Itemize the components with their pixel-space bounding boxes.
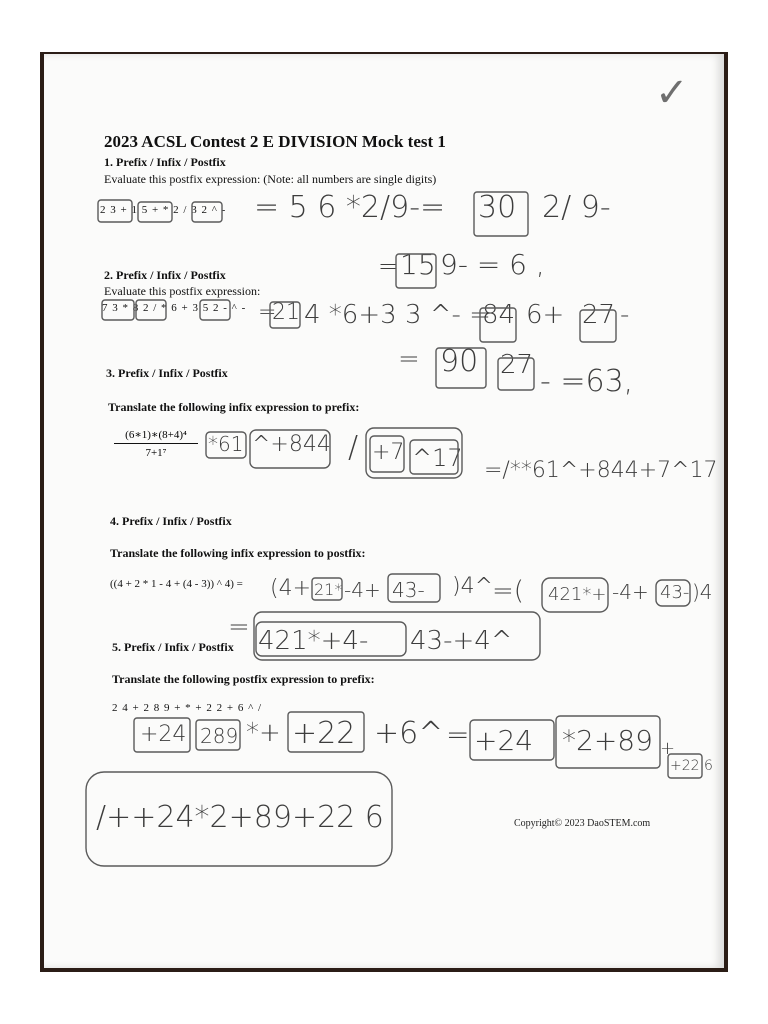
q5-work-op1: *+ xyxy=(246,718,281,748)
q4-prompt: Translate the following infix expression to postfix: xyxy=(110,546,366,560)
q4-box-421 xyxy=(542,578,608,612)
q2-box-82 xyxy=(136,300,166,320)
q5-box-22b xyxy=(668,754,702,778)
q5-box-22 xyxy=(288,712,364,752)
q5-work-boxed-289b: *2+89 xyxy=(562,724,653,757)
q1-work-step2: 2/ 9- xyxy=(542,190,611,225)
q1-box-32 xyxy=(192,202,222,222)
q5-box-289 xyxy=(196,720,240,750)
q4-work-step3: -4+ xyxy=(612,580,649,604)
q3-work-boxed-844: ^+844 xyxy=(252,432,331,457)
q5-work-boxed-289: 289 xyxy=(200,724,239,748)
q1-work-boxed-30: 30 xyxy=(478,190,517,225)
q1-work-result: 9- = 6 , xyxy=(440,248,545,281)
q2-work-boxed-84: 84 xyxy=(482,300,516,330)
q5-prompt: Translate the following postfix expression to prefix: xyxy=(112,672,375,686)
q2-work-minus: - xyxy=(620,300,630,330)
q1-work-boxed-15: 15 xyxy=(400,248,436,281)
q4-work-boxed-21: 21* xyxy=(314,580,343,599)
q1-heading: 1. Prefix / Infix / Postfix xyxy=(104,155,226,169)
q5-box-24 xyxy=(134,718,190,752)
q3-numerator: (6∗1)∗(8+4)⁴ xyxy=(114,428,198,444)
q1-work-step1: = 5 6 *2/9-= xyxy=(254,190,446,225)
q5-heading: 5. Prefix / Infix / Postfix xyxy=(112,640,234,654)
q2-work-step2: 6+ xyxy=(526,300,565,330)
q3-work-boxed-17: ^17 xyxy=(412,444,463,472)
q3-heading: 3. Prefix / Infix / Postfix xyxy=(106,366,228,380)
q5-work-boxed-24: +24 xyxy=(140,722,187,747)
q4-heading: 4. Prefix / Infix / Postfix xyxy=(110,514,232,528)
q4-box-43b xyxy=(656,580,690,606)
q1-box-15b xyxy=(396,254,436,288)
q3-work-divide: / xyxy=(348,430,359,465)
q5-box-24b xyxy=(470,720,554,760)
q3-box-7 xyxy=(370,436,404,472)
q4-expression: ((4 + 2 * 1 - 4 + (4 - 3)) ^ 4) = xyxy=(110,578,243,590)
q2-prompt: Evaluate this postfix expression: xyxy=(104,284,261,298)
q2-work-equals: = xyxy=(258,300,277,325)
q4-work-answer-part1: 421*+4- xyxy=(258,626,369,656)
q1-work-equals: = xyxy=(378,252,399,280)
q1-box-30 xyxy=(474,192,528,236)
q4-work-step1: -4+ xyxy=(344,578,381,602)
q3-work-boxed-7: +7 xyxy=(372,440,405,465)
q2-work-boxed-27b: 27 xyxy=(500,350,534,380)
q2-box-21 xyxy=(270,302,300,328)
q4-work-answer-part2: 43-+4^ xyxy=(410,626,513,656)
q2-box-52 xyxy=(200,300,230,320)
q3-box-844 xyxy=(250,430,330,468)
q5-box-answer xyxy=(86,772,392,866)
q2-work-boxed-90: 90 xyxy=(440,344,479,379)
q4-work-equals2: = xyxy=(228,612,250,642)
q3-prompt: Translate the following infix expression to prefix: xyxy=(108,400,360,414)
q3-denominator: 7+1⁷ xyxy=(145,447,167,459)
q5-work-boxed-22b: +22 xyxy=(670,758,700,774)
q3-work-boxed-61: *61 xyxy=(208,432,244,456)
q2-box-27 xyxy=(580,310,616,342)
q4-work-open: (4+ xyxy=(270,576,312,601)
q1-box-15 xyxy=(138,202,172,222)
q5-work-boxed-22: +22 xyxy=(292,716,356,751)
q5-expression: 2 4 + 2 8 9 + * + 2 2 + 6 ^ / xyxy=(112,702,263,714)
q3-box-61 xyxy=(206,432,246,458)
q2-work-result: - =63, xyxy=(540,364,634,399)
q3-work-answer: =/**61^+844+7^17 xyxy=(484,458,718,483)
q1-prompt: Evaluate this postfix expression: (Note: all numbers are single digits) xyxy=(104,172,437,186)
q4-work-boxed-43b: 43- xyxy=(660,582,690,603)
q4-box-21 xyxy=(312,578,342,600)
q5-work-six: 6 xyxy=(704,758,713,774)
q5-work-op2: +6^ xyxy=(374,716,444,751)
q4-box-43 xyxy=(388,574,440,602)
page-title: 2023 ACSL Contest 2 E DIVISION Mock test 1 xyxy=(104,132,446,151)
q3-box-17 xyxy=(410,440,458,474)
q5-box-289b xyxy=(556,716,660,768)
q2-work-boxed-21: 21 xyxy=(272,300,300,325)
q5-work-plus: + xyxy=(660,738,676,759)
q2-box-27b xyxy=(498,358,534,390)
copyright: Copyright© 2023 DaoSTEM.com xyxy=(514,818,651,829)
q1-expression: 2 3 + 1 5 + * 2 / 3 2 ^ - xyxy=(100,204,227,216)
q4-box-answer xyxy=(254,612,540,660)
q4-work-step2: )4^ xyxy=(452,574,494,599)
q4-work-step4: )4 xyxy=(692,580,713,604)
q4-work-boxed-43: 43- xyxy=(392,578,425,602)
q2-work-equals2: = xyxy=(398,344,420,374)
q2-box-84 xyxy=(480,308,516,342)
q4-work-boxed-421: 421*+ xyxy=(548,584,607,605)
q4-box-421b xyxy=(256,622,406,656)
q5-work-answer: /++24*2+89+22 6 xyxy=(96,800,384,835)
q5-work-equals: = xyxy=(446,718,470,751)
q2-work-step1: 4 *6+3 3 ^- = xyxy=(304,300,491,330)
q2-heading: 2. Prefix / Infix / Postfix xyxy=(104,268,226,282)
q2-expression: 7 3 * 8 2 / * 6 + 3 5 2 - ^ - xyxy=(102,302,247,314)
q4-work-equals: =( xyxy=(492,576,524,606)
q2-box-90 xyxy=(436,348,486,388)
q1-box-23 xyxy=(98,200,132,222)
q2-box-73 xyxy=(102,300,134,320)
q2-work-boxed-27: 27 xyxy=(582,300,616,330)
check-mark: ✓ xyxy=(655,70,689,116)
q5-work-boxed-24b: +24 xyxy=(474,724,534,757)
